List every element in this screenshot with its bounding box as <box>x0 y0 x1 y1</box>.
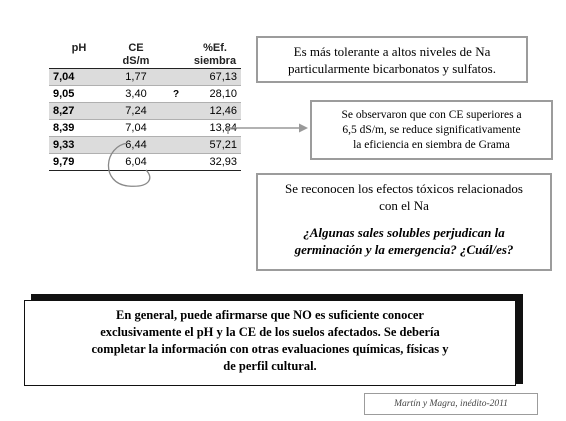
table-row <box>49 137 241 154</box>
cell-efficiency: 13,84 <box>189 120 241 137</box>
cell-ph: 7,04 <box>49 69 109 86</box>
table-row <box>49 120 241 137</box>
cell-ce: 7,04 <box>109 120 163 137</box>
table-row <box>49 154 241 171</box>
cell-efficiency: 67,13 <box>189 69 241 86</box>
cell-ce: 1,77 <box>109 69 163 86</box>
cell-ce: 6,04 <box>109 154 163 171</box>
table-header-row <box>49 42 241 69</box>
cell-efficiency: 57,21 <box>189 137 241 154</box>
cell-ph: 9,05 <box>49 86 109 103</box>
cell-mark <box>163 137 189 154</box>
question-mark: ? <box>163 86 189 103</box>
cell-mark <box>163 69 189 86</box>
header-mark <box>163 42 189 69</box>
cell-efficiency: 28,10 <box>189 86 241 103</box>
ph-ce-table <box>49 42 241 171</box>
header-ce: CE dS/m <box>109 42 163 69</box>
cell-ph: 8,27 <box>49 103 109 120</box>
conclusion-box: En general, puede afirmarse que NO es suficiente conocer exclusivamente el pH y la CE de los suelos afectados. Se debería completar la información con otras evaluaciones químicas, físicas y de perfil cultural. <box>24 300 516 386</box>
source-credit: Martín y Magra, inédito-2011 <box>364 393 538 415</box>
note-sodium-tolerance: Es más tolerante a altos niveles de Na particularmente bicarbonatos y sulfatos. <box>256 36 528 83</box>
arrow-head-icon <box>299 124 308 133</box>
cell-mark <box>163 120 189 137</box>
cell-ce: 7,24 <box>109 103 163 120</box>
table-row <box>49 69 241 86</box>
cell-mark <box>163 154 189 171</box>
cell-efficiency: 32,93 <box>189 154 241 171</box>
cell-ce: 6,44 <box>109 137 163 154</box>
header-ph: pH <box>49 42 109 69</box>
cell-efficiency: 12,46 <box>189 103 241 120</box>
note-toxic-effects: Se reconocen los efectos tóxicos relacionados con el Na ¿Algunas sales solubles perjudican la germinación y la emergencia? ¿Cuál/es? <box>256 173 552 271</box>
cell-ph: 8,39 <box>49 120 109 137</box>
cell-ce: 3,40 <box>109 86 163 103</box>
header-efficiency: %Ef. siembra <box>189 42 241 69</box>
cell-ph: 9,79 <box>49 154 109 171</box>
cell-mark <box>163 103 189 120</box>
table-row <box>49 86 241 103</box>
question-text: ¿Algunas sales solubles perjudican la germinación y la emergencia? ¿Cuál/es? <box>294 225 514 257</box>
table-row <box>49 103 241 120</box>
note-ce-threshold: Se observaron que con CE superiores a 6,5 dS/m, se reduce significativamente la eficiencia en siembra de Grama <box>310 100 553 160</box>
cell-ph: 9,33 <box>49 137 109 154</box>
